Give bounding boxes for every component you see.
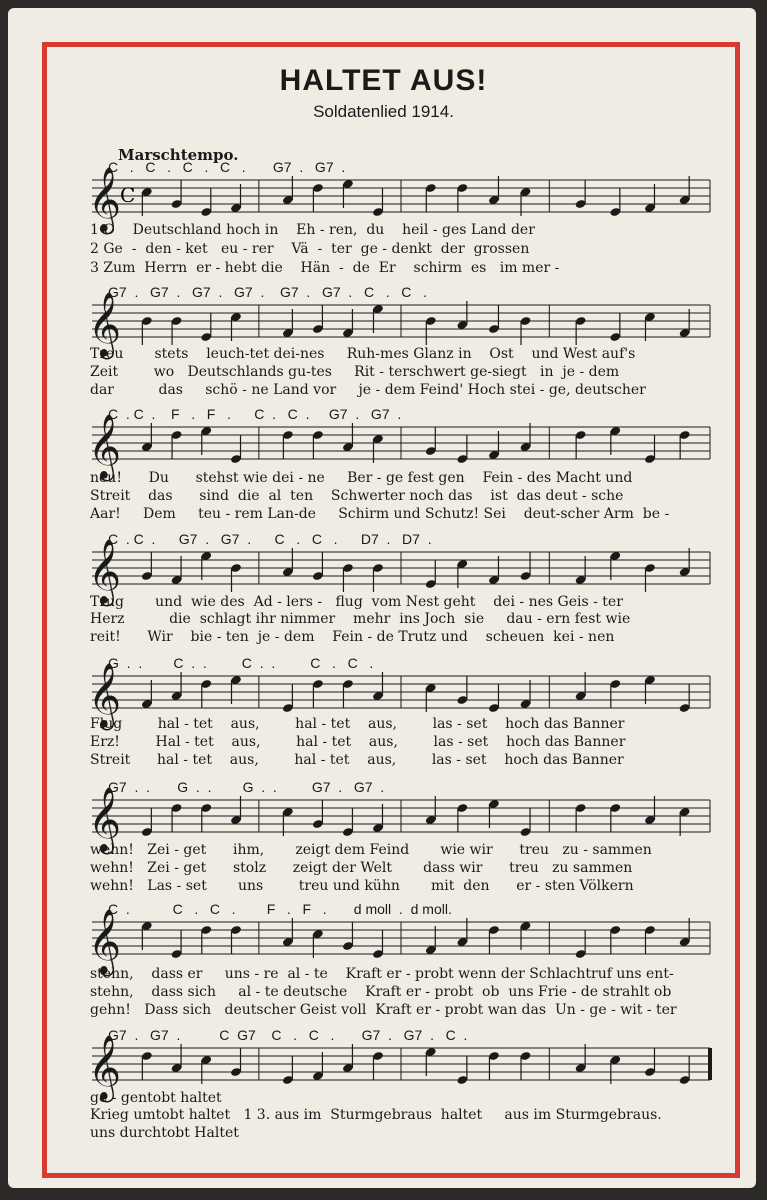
lyric-line: gehn! Dass sich deutscher Geist voll Kraft er - probt wan das Un - ge - wit - ter: [90, 1002, 677, 1018]
lyric-line: Streit hal - tet aus, hal - tet aus, las - set hoch das Banner: [90, 752, 624, 768]
treble-clef-icon: 𝄞: [88, 167, 122, 232]
lyric-line: Aar! Dem teu - rem Lan-de Schirm und Schutz! Sei deut-scher Arm be -: [90, 506, 670, 522]
chord-symbols: C . C . F . F . C . C . G7 . G7 .: [108, 406, 402, 422]
treble-clef-icon: 𝄞: [88, 663, 122, 728]
chord-symbols: C . C . C . C . G7 . G7 .: [108, 159, 346, 175]
lyric-line: Trug und wie des Ad - lers - flug vom Nest geht dei - nes Geis - ter: [90, 594, 623, 610]
lyric-line: dar das schö - ne Land vor je - dem Feind' Hoch stei - ge, deutscher: [90, 382, 646, 398]
song-subtitle: Soldatenlied 1914.: [313, 102, 454, 121]
lyric-line: wehn! Las - set uns treu und kühn mit den er - sten Völkern: [90, 878, 634, 894]
chord-symbols: C . C . G7 . G7 . C . C . D7 . D7 .: [108, 531, 432, 547]
chord-symbols: G . . C . . C . . C . C .: [108, 655, 374, 671]
treble-clef-icon: 𝄞: [88, 787, 122, 852]
lyric-line: 1 O Deutschland hoch in Eh - ren, du heil - ges Land der: [90, 222, 535, 238]
treble-clef-icon: 𝄞: [88, 292, 122, 357]
lyric-line: Streit das sind die al ten Schwerter noch das ist das deut - sche: [90, 488, 624, 504]
treble-clef-icon: 𝄞: [88, 539, 122, 604]
lyric-line: Flug hal - tet aus, hal - tet aus, las - set hoch das Banner: [90, 716, 625, 732]
lyric-line: stehn, dass er uns - re al - te Kraft er - probt wenn der Schlachtruf uns ent-: [90, 966, 674, 982]
lyric-line: stehn, dass sich al - te deutsche Kraft er - probt ob uns Frie - de strahlt ob: [90, 984, 672, 1000]
lyric-line: 2 Ge - den - ket eu - rer Vä - ter ge - denkt der grossen: [90, 241, 530, 257]
lyric-line: Herz die schlagt ihr nimmer mehr ins Joch sie dau - ern fest wie: [90, 611, 631, 627]
treble-clef-icon: 𝄞: [88, 414, 122, 479]
song-title: HALTET AUS!: [279, 64, 488, 97]
lyric-line: wehn! Zei - get ihm, zeigt dem Feind wie wir treu zu - sammen: [90, 842, 652, 858]
chord-symbols: G7 . . G . . G . . G7 . G7 .: [108, 779, 385, 795]
lyric-line: Erz! Hal - tet aus, hal - tet aus, las - set hoch das Banner: [90, 734, 626, 750]
lyric-line: Zeit wo Deutschlands gu-tes Rit - terschwert ge-siegt in je - dem: [90, 364, 620, 380]
time-signature: C: [120, 183, 136, 207]
chord-symbols: C . C . C . F . F . d moll . d moll.: [108, 901, 452, 917]
lyric-line: reit! Wir bie - ten je - dem Fein - de Trutz und scheuen kei - nen: [90, 629, 615, 645]
lyric-line: Treu stets leuch-tet dei-nes Ruh-mes Glanz in Ost und West auf's: [90, 346, 636, 362]
treble-clef-icon: 𝄞: [88, 909, 122, 974]
lyric-line: wehn! Zei - get stolz zeigt der Welt dass wir treu zu sammen: [90, 860, 633, 876]
lyric-line: 3 Zum Herrn er - hebt die Hän - de Er schirm es im mer -: [90, 260, 560, 276]
lyric-line: Krieg umtobt haltet 1 3. aus im Sturmgebraus haltet aus im Sturmgebraus.: [90, 1107, 662, 1123]
tempo-marking: Marschtempo.: [118, 146, 239, 164]
lyric-line: uns durchtobt Haltet: [90, 1125, 239, 1141]
chord-symbols: G7 . G7 . G7 . G7 . G7 . G7 . C . C .: [108, 284, 427, 300]
treble-clef-icon: 𝄞: [88, 1035, 122, 1100]
lyric-line: neu! Du stehst wie dei - ne Ber - ge fest gen Fein - des Macht und: [90, 470, 633, 486]
lyric-line: ge - gentobt haltet: [90, 1090, 222, 1106]
chord-symbols: G7 . G7 . C G7 C . C . G7 . G7 . C .: [108, 1027, 468, 1043]
